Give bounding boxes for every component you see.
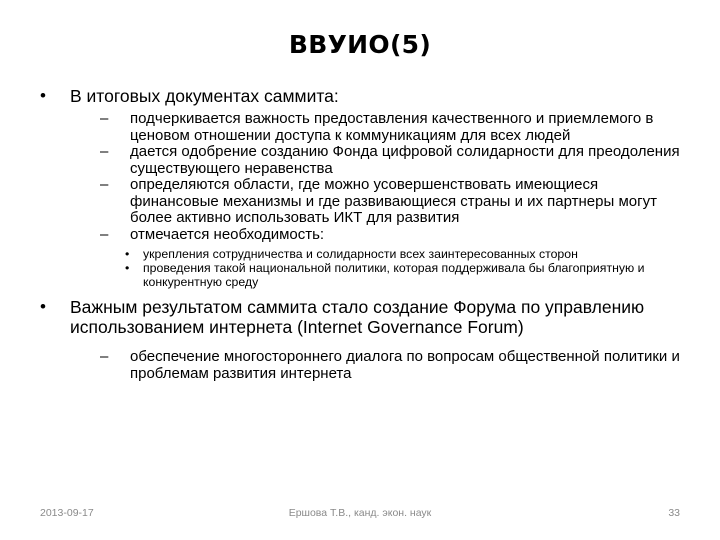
bullet-marker: • xyxy=(125,247,130,261)
dash-marker: – xyxy=(100,110,109,127)
sub-bullet-text: дается одобрение созданию Фонда цифровой солидарности для преодоления существующего неравенства xyxy=(130,143,680,177)
bullet-summit-documents xyxy=(40,86,690,106)
slide-title: ВВУИО(5) xyxy=(288,30,432,59)
sub-sub-bullet-cooperation xyxy=(125,247,690,261)
sub-bullet-access xyxy=(100,111,690,144)
dash-marker: – xyxy=(100,143,109,160)
footer-author: Ершова Т.В., канд. экон. наук xyxy=(288,507,432,519)
sub-bullet-dialogue xyxy=(100,349,690,382)
dash-marker: – xyxy=(100,176,109,193)
sub-sub-bullet-policy xyxy=(125,261,690,289)
sub-bullet-text: определяются области, где можно усовершенствовать имеющиеся финансовые механизмы и где развивающиеся страны и их партнеры могут более активно использовать ИКТ для развития xyxy=(130,176,657,226)
sub-bullet-financial-mechanisms xyxy=(100,177,690,227)
bullet-igf xyxy=(40,297,690,337)
dash-marker: – xyxy=(100,348,109,365)
sub-bullet-text: обеспечение многостороннего диалога по вопросам общественной политики и проблемам развития интернета xyxy=(130,348,680,382)
bullet-marker: • xyxy=(125,261,130,275)
bullet-marker: • xyxy=(40,297,46,316)
sub-bullet-text: подчеркивается важность предоставления качественного и приемлемого в ценовом отношении доступа к коммуникациям для всех людей xyxy=(130,110,654,144)
bullet-text: В итоговых документах саммита: xyxy=(70,86,339,106)
bullet-marker: • xyxy=(40,86,46,105)
bullet-text: Важным результатом саммита стало создание Форума по управлению использованием интернета (Internet Governance Forum) xyxy=(70,297,645,337)
sub-bullet-text: отмечается необходимость: xyxy=(130,225,325,243)
sub-sub-bullet-text: проведения такой национальной политики, которая поддерживала бы благоприятную и конкурентную среду xyxy=(143,261,645,289)
sub-bullet-fund xyxy=(100,144,690,177)
dash-marker: – xyxy=(100,225,109,243)
footer-date: 2013-09-17 xyxy=(40,507,94,519)
page-number: 33 xyxy=(668,507,680,519)
slide-content xyxy=(40,86,690,382)
sub-bullet-necessity xyxy=(100,227,690,244)
sub-sub-bullet-text: укрепления сотрудничества и солидарности всех заинтересованных сторон xyxy=(143,247,578,261)
